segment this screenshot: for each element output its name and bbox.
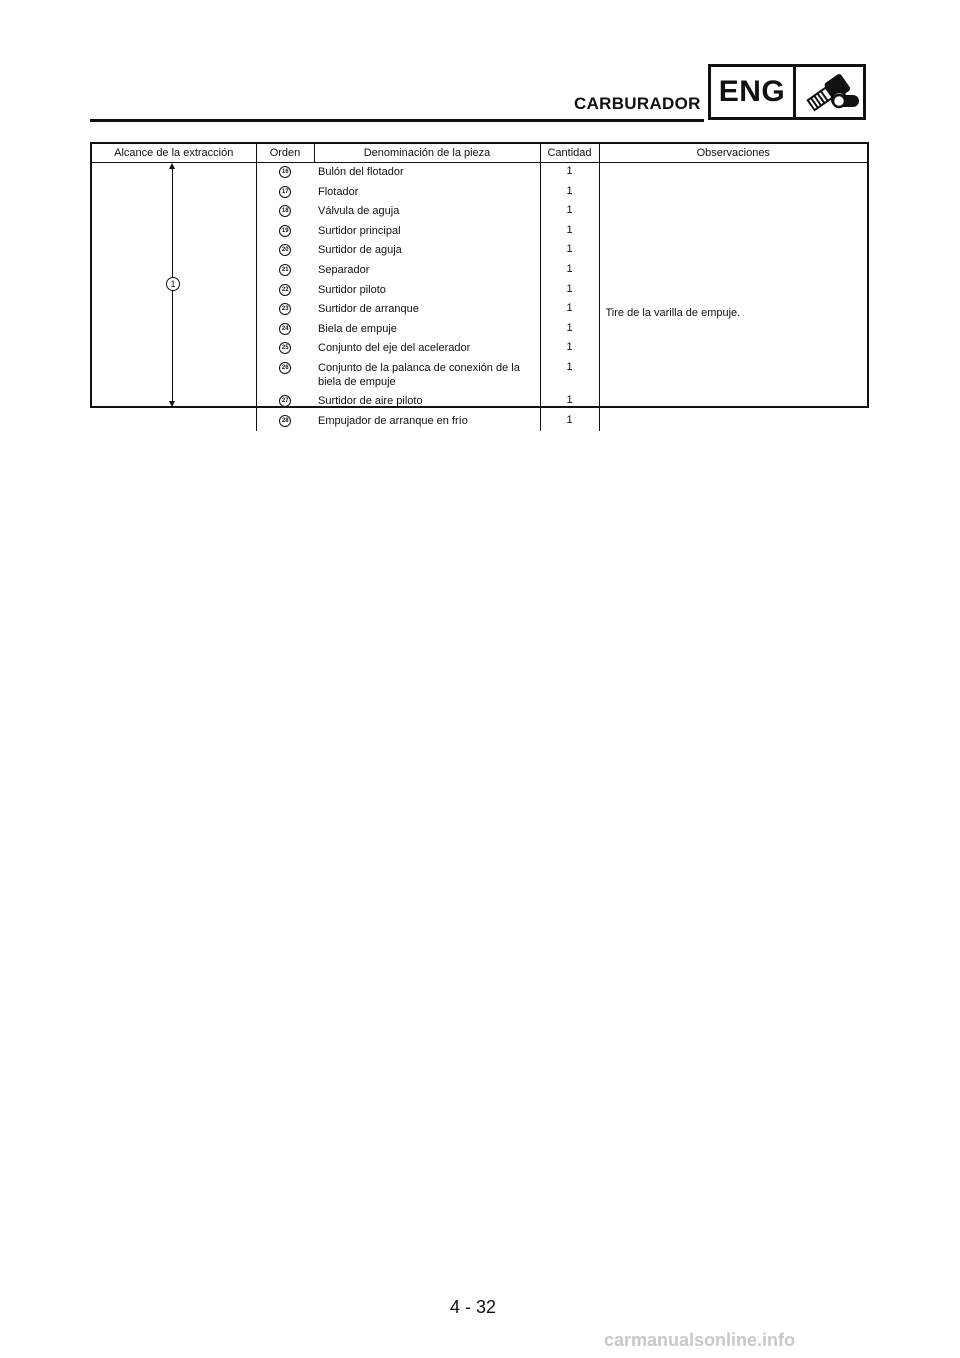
table-row — [92, 163, 867, 183]
page-number: 4 - 32 — [450, 1297, 497, 1317]
col-header-qty: Cantidad — [540, 144, 599, 163]
order-number: 22 — [279, 284, 291, 296]
order-number: 28 — [279, 415, 291, 427]
order-number: 26 — [279, 362, 291, 374]
part-name: Empujador de arranque en frío — [314, 412, 540, 432]
scope-label: 1 — [166, 277, 180, 291]
part-qty: 1 — [540, 202, 599, 222]
part-name: Biela de empuje — [314, 320, 540, 340]
order-number: 17 — [279, 186, 291, 198]
order-number: 18 — [279, 205, 291, 217]
part-name: Conjunto del eje del acelerador — [314, 339, 540, 359]
table-header-row — [92, 144, 867, 163]
observations-cell — [599, 163, 867, 432]
eng-badge — [708, 64, 866, 120]
part-qty: 1 — [540, 300, 599, 320]
order-number: 21 — [279, 264, 291, 276]
col-header-obs: Observaciones — [599, 144, 867, 163]
order-number: 23 — [279, 303, 291, 315]
col-header-order: Orden — [256, 144, 314, 163]
part-name: Surtidor de arranque — [314, 300, 540, 320]
watermark: carmanualsonline.info — [604, 1330, 796, 1350]
part-qty: 1 — [540, 222, 599, 242]
part-name: Bulón del flotador — [314, 163, 540, 183]
order-number: 16 — [279, 166, 291, 178]
part-name: Conjunto de la palanca de conexión de la biela de empuje — [314, 359, 540, 392]
part-qty: 1 — [540, 320, 599, 340]
col-header-name: Denominación de la pieza — [314, 144, 540, 163]
observation-text: Tire de la varilla de empuje. — [605, 307, 741, 319]
engine-bolt-icon — [796, 67, 863, 117]
part-qty: 1 — [540, 281, 599, 301]
eng-label: ENG — [711, 67, 796, 117]
part-name: Surtidor de aire piloto — [314, 392, 540, 412]
part-name: Separador — [314, 261, 540, 281]
part-name: Surtidor de aguja — [314, 241, 540, 261]
order-number: 20 — [279, 244, 291, 256]
order-number: 24 — [279, 323, 291, 335]
part-qty: 1 — [540, 412, 599, 432]
part-name: Surtidor principal — [314, 222, 540, 242]
header-rule — [90, 119, 704, 122]
order-number: 19 — [279, 225, 291, 237]
part-qty: 1 — [540, 163, 599, 183]
part-qty: 1 — [540, 339, 599, 359]
part-name: Flotador — [314, 183, 540, 203]
order-number: 27 — [279, 395, 291, 407]
part-qty: 1 — [540, 359, 599, 392]
part-qty: 1 — [540, 183, 599, 203]
part-qty: 1 — [540, 261, 599, 281]
part-qty: 1 — [540, 241, 599, 261]
arrow-down-icon — [169, 401, 175, 407]
section-title: CARBURADOR — [574, 94, 701, 113]
order-number: 25 — [279, 342, 291, 354]
part-name: Válvula de aguja — [314, 202, 540, 222]
scope-cell — [92, 163, 256, 432]
parts-table — [90, 142, 869, 427]
part-name: Surtidor piloto — [314, 281, 540, 301]
part-qty: 1 — [540, 392, 599, 412]
col-header-scope: Alcance de la extracción — [92, 144, 256, 163]
